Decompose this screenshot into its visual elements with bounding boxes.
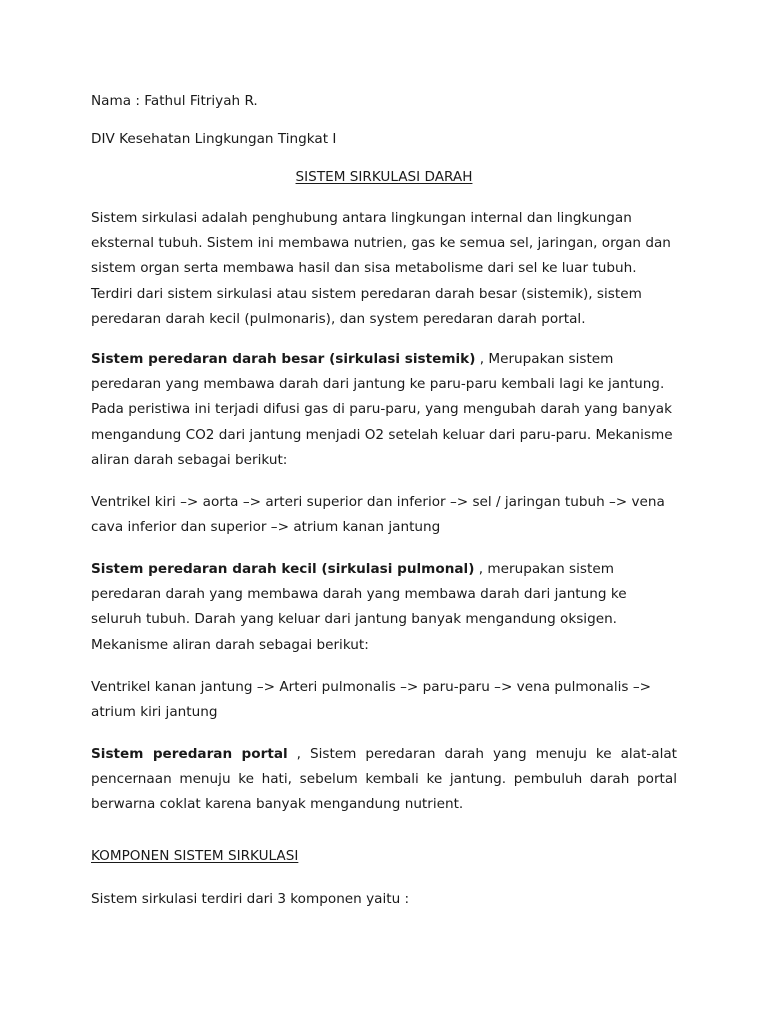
- portal-heading: Sistem peredaran portal: [91, 746, 288, 762]
- portal-paragraph: [91, 742, 677, 818]
- komponen-text: Sistem sirkulasi terdiri dari 3 komponen yaitu :: [91, 891, 410, 907]
- komponen-heading: KOMPONEN SISTEM SIRKULASI: [91, 848, 299, 864]
- intro-paragraph: [91, 206, 677, 332]
- sistemik-paragraph: [91, 347, 677, 473]
- sistemik-flow-paragraph: [91, 490, 677, 540]
- pulmonal-text: , merupakan sistem peredaran darah yang membawa darah yang membawa darah dari jantung ke seluruh tubuh. Darah yang keluar dari jantung banyak mengandung oksigen. Mekanisme aliran darah sebagai berikut:: [91, 561, 627, 653]
- sistemik-text: , Merupakan sistem peredaran yang membawa darah dari jantung ke paru-paru kembali lagi ke jantung. Pada peristiwa ini terjadi difusi gas di paru-paru, yang mengubah darah yang banyak mengandung CO2 dari jantung menjadi O2 setelah keluar dari paru-paru. Mekanisme aliran darah sebagai berikut:: [91, 351, 673, 468]
- portal-text: , Sistem peredaran darah yang menuju ke alat-alat pencernaan menuju ke hati, sebelum kembali ke jantung. pembuluh darah portal berwarna coklat karena banyak mengandung nutrient.: [91, 746, 678, 813]
- intro-text: Sistem sirkulasi adalah penghubung antara lingkungan internal dan lingkungan eksternal tubuh. Sistem ini membawa nutrien, gas ke semua sel, jaringan, organ dan sistem organ serta membawa hasil dan sisa metabolisme dari sel ke luar tubuh. Terdiri dari sistem sirkulasi atau sistem peredaran darah besar (sistemik), sistem peredaran darah kecil (pulmonaris), dan system peredaran darah portal.: [91, 210, 671, 327]
- pulmonal-heading: Sistem peredaran darah kecil (sirkulasi pulmonal): [91, 561, 475, 577]
- document-title: [91, 168, 677, 186]
- komponen-heading-line: [91, 847, 298, 865]
- pulmonal-flow-paragraph: [91, 675, 677, 725]
- pulmonal-flow: Ventrikel kanan jantung –> Arteri pulmonalis –> paru-paru –> vena pulmonalis –> atrium kiri jantung: [91, 679, 652, 721]
- name-line: Nama : Fathul Fitriyah R.: [91, 93, 258, 109]
- class-line: DIV Kesehatan Lingkungan Tingkat I: [91, 131, 337, 147]
- sistemik-heading: Sistem peredaran darah besar (sirkulasi sistemik): [91, 351, 476, 367]
- sistemik-flow: Ventrikel kiri –> aorta –> arteri superior dan inferior –> sel / jaringan tubuh –> vena cava inferior dan superior –> atrium kanan jantung: [91, 494, 665, 536]
- document-title-text: SISTEM SIRKULASI DARAH: [295, 169, 473, 185]
- pulmonal-paragraph: [91, 557, 677, 658]
